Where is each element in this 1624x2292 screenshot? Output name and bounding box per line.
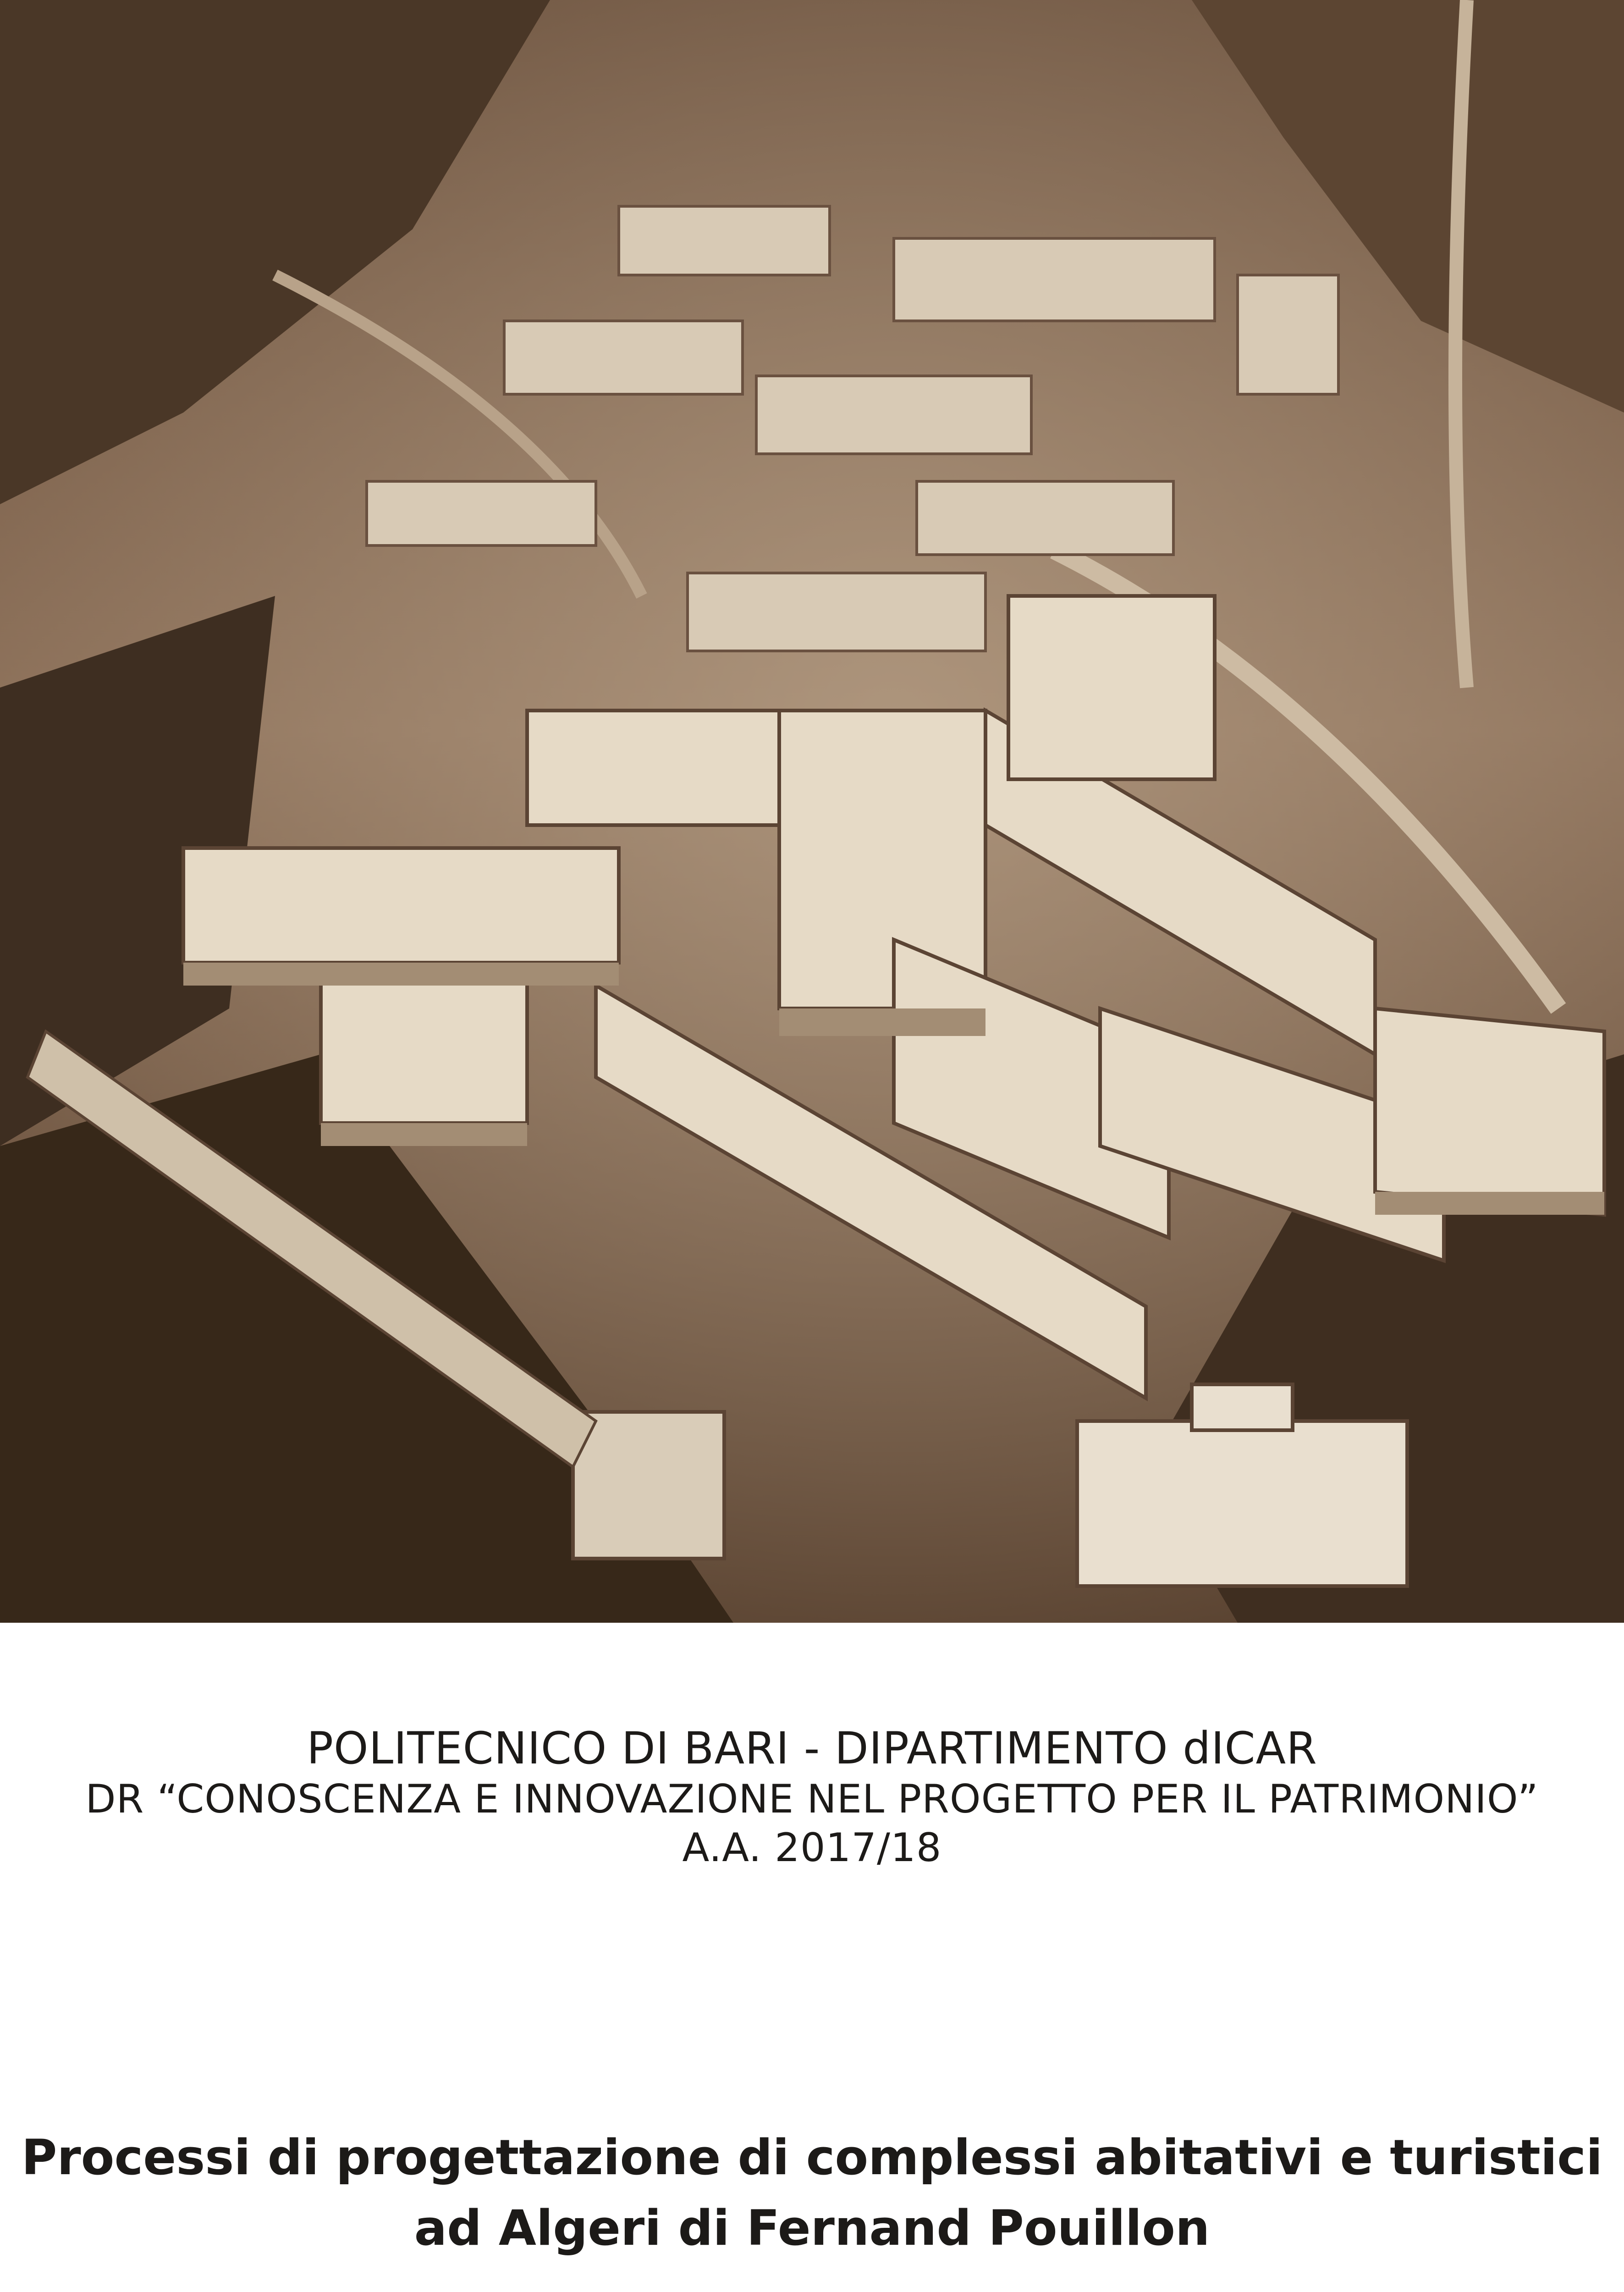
academic-year: A.A. 2017/18 — [682, 1825, 942, 1871]
institution-header — [0, 1722, 1624, 1872]
institution-name: POLITECNICO DI BARI - DIPARTIMENTO dICAR — [307, 1723, 1317, 1774]
doctorate-name: DR “CONOSCENZA E INNOVAZIONE NEL PROGETTO PER IL PATRIMONIO” — [85, 1776, 1539, 1822]
lecture-title-line-1: Processi di progettazione di complessi abitativi e turistici — [21, 2129, 1603, 2186]
lecture-title-line-2: ad Algeri di Fernand Pouillon — [414, 2200, 1210, 2256]
lecture-title — [0, 2122, 1624, 2264]
